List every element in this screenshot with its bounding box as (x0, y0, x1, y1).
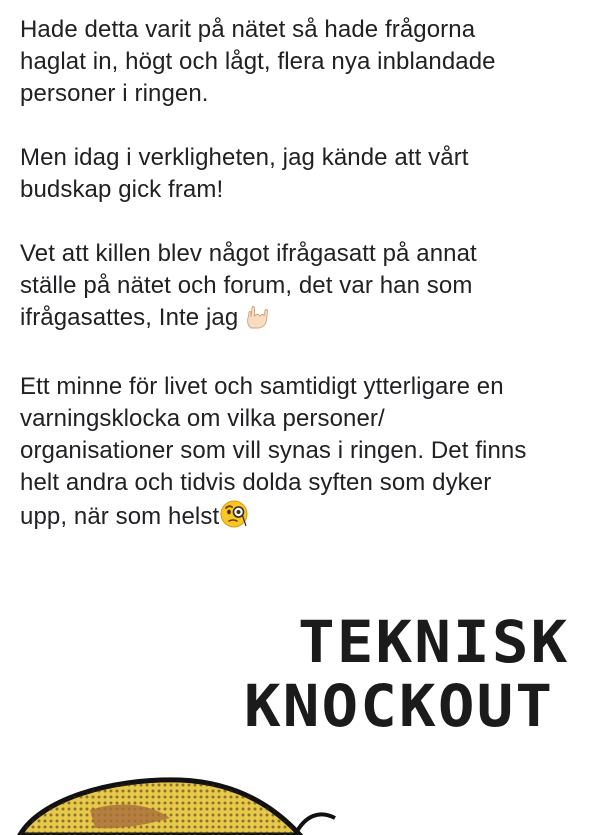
text-line: Ett minne för livet och samtidigt ytterligare en (20, 373, 504, 400)
boxing-glove-illustration (0, 740, 600, 835)
text-line: upp, när som helst (20, 503, 220, 530)
text-line: personer i ringen. (20, 80, 209, 107)
paragraph-4 (20, 371, 590, 538)
text-line-with-emoji (20, 499, 590, 538)
text-line: varningsklocka om vilka personer/ (20, 405, 385, 432)
logo-title-line-1: TEKNISK (298, 608, 570, 676)
text-line: haglat in, högt och lågt, flera nya inblandade (20, 48, 496, 75)
rock-on-hand-emoji-icon (244, 304, 270, 339)
post-body (20, 14, 590, 570)
paragraph-2 (20, 142, 590, 206)
text-line: ställe på nätet och forum, det var han som (20, 272, 473, 299)
paragraph-3 (20, 238, 590, 339)
text-line-with-emoji (20, 302, 590, 339)
text-line: budskap gick fram! (20, 176, 224, 203)
attached-image[interactable] (0, 560, 600, 835)
text-line: Vet att killen blev något ifrågasatt på annat (20, 240, 477, 267)
paragraph-1 (20, 14, 590, 110)
text-line: organisationer som vill synas i ringen. Det finns (20, 437, 527, 464)
text-line: Men idag i verkligheten, jag kände att vårt (20, 144, 469, 171)
text-line: Hade detta varit på nätet så hade frågorna (20, 16, 476, 43)
face-with-monocle-emoji-icon (219, 499, 249, 538)
text-line: helt andra och tidvis dolda syften som dyker (20, 469, 492, 496)
logo-title-line-2: KNOCKOUT (244, 672, 555, 740)
text-line: ifrågasattes, Inte jag (20, 304, 239, 331)
